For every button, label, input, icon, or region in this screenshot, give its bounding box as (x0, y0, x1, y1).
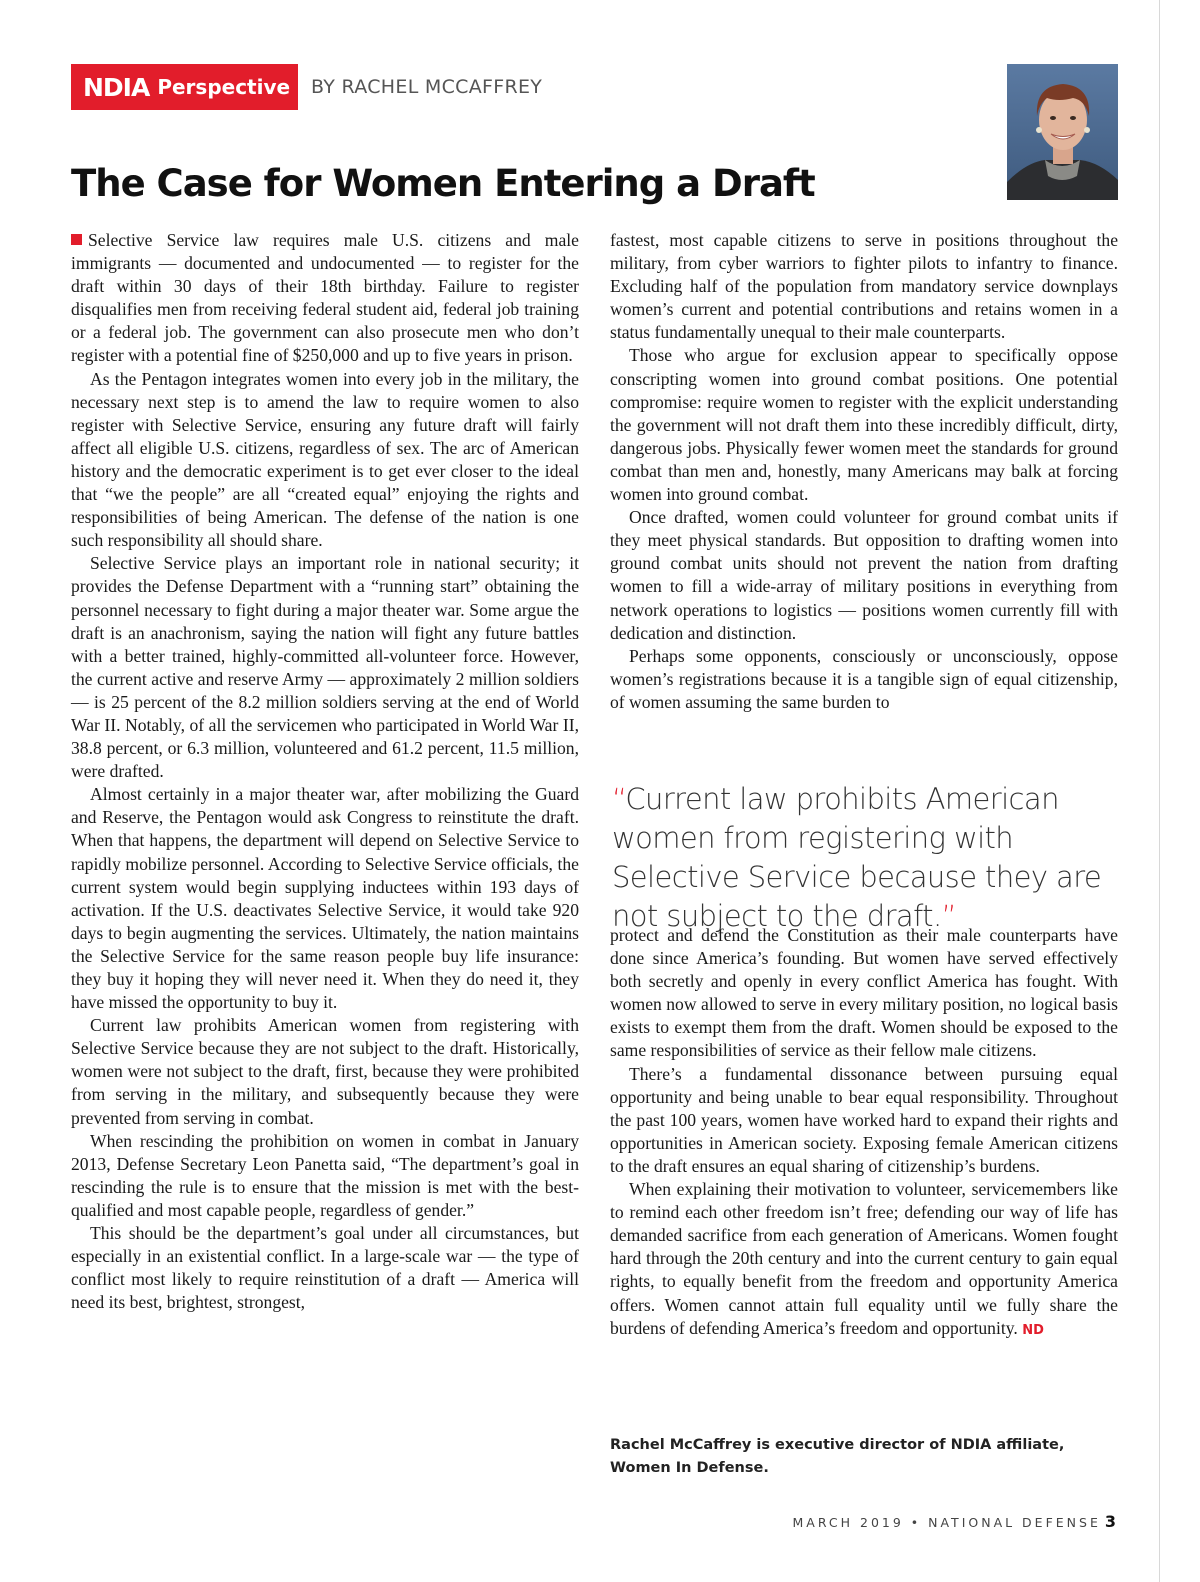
open-quote-mark: “ (612, 782, 626, 816)
paragraph-text: When explaining their motivation to volunteer, servicemembers like to remind each other freedom isn’t free; defending our way of life has demanded sacrifice from each generation of Americans. Women fought hard through the 20th century and into the current century to gain equal rights, to equally benefit from the freedom and opportunity America offers. Women cannot attain full equality until we fully share the burdens of defending America’s freedom and opportunity. (610, 1179, 1118, 1338)
paragraph: Almost certainly in a major theater war, after mobilizing the Guard and Reserve, the Pentagon would ask Congress to reinstitute the draft. When that happens, the department will depend on Selective Service to rapidly mobilize personnel. According to Selective Service officials, the current system would begin supplying inductees within 193 days of activation. If the U.S. deactivates Selective Service, it would take 920 days to begin augmenting the services. Ultimately, the nation maintains the Selective Service for the same reason people buy life insurance: they buy it hoping they will never need it. When they do need it, they have missed the opportunity to buy it. (71, 784, 579, 1013)
byline: BY RACHEL MCCAFFREY (311, 76, 543, 98)
paragraph: There’s a fundamental dissonance between pursuing equal opportunity and being unable to bear equal responsibility. Throughout the past 100 years, women have worked hard to expand their rights and opportunities in American society. Exposing female American citizens to the draft ensures an equal sharing of citizenship’s burdens. (610, 1063, 1118, 1176)
pull-quote (612, 780, 1122, 936)
end-mark: ND (1022, 1322, 1044, 1338)
paragraph: Perhaps some opponents, consciously or unconsciously, oppose women’s registrations because it is a tangible sign of equal citizenship, of women assuming the same burden to (610, 645, 1118, 712)
lead-square-icon (71, 234, 82, 245)
issue-line: MARCH 2019 • NATIONAL DEFENSE (792, 1515, 1101, 1530)
paragraph-continued: protect and defend the Constitution as their male counterparts have done since America’s founding. But women have served effectively both secretly and openly in every conflict America has fought. With women now allowed to serve in every military position, no logical basis exists to exempt them from the draft. Women should be exposed to the same responsibilities of service as their fellow male citizens. (610, 925, 1118, 1061)
paragraph: Current law prohibits American women from registering with Selective Service because they are not subject to the draft. Historically, women were not subject to the draft, first, because they were prohibited from serving in the military, and subsequently because they were prevented from serving in combat. (71, 1015, 579, 1128)
paragraph-final (610, 1178, 1118, 1342)
page-edge-line (1159, 0, 1160, 1582)
paragraph-continued: fastest, most capable citizens to serve in positions throughout the military, from cyber warriors to fighter pilots to infantry to finance. Excluding half of the population from mandatory service downplays women’s current and potential contributions and retains women in a status fundamentally unequal to their male counterparts. (610, 230, 1118, 343)
paragraph-text: Selective Service law requires male U.S. citizens and male immigrants — documented and undocumented — to register for the draft within 30 days of their 18th birthday. Failure to register disqualifies men from receiving federal student aid, federal job training or a federal job. The government can also prosecute men who don’t register with a potential fine of $250,000 and up to five years in prison. (71, 230, 579, 366)
author-portrait-icon (1007, 64, 1118, 200)
right-column-top (610, 229, 1118, 714)
section-badge (71, 64, 298, 110)
left-column (71, 229, 579, 1314)
page-number: 3 (1104, 1512, 1116, 1531)
article-headline: The Case for Women Entering a Draft (71, 162, 815, 205)
paragraph: As the Pentagon integrates women into every job in the military, the necessary next step is to amend the law to require women to also register with Selective Service, ensuring any future draft will fairly affect all eligible U.S. citizens, regardless of sex. The arc of American history and the democratic experiment is to get ever closer to the ideal that “we the people” are all “created equal” enjoying the rights and responsibilities of being American. The defense of the nation is one such responsibility all should share. (71, 368, 579, 551)
author-bio: Rachel McCaffrey is executive director of NDIA affiliate, Women In Defense. (610, 1437, 1065, 1476)
paragraph: This should be the department’s goal under all circumstances, but especially in an existential conflict. In a large-scale war — the type of conflict most likely to require reinstitution of a draft — America will need its best, brightest, strongest, (71, 1223, 579, 1313)
ndia-logo: NDIA (83, 72, 150, 102)
right-column-bottom (610, 924, 1118, 1342)
page-footer (793, 1512, 1117, 1531)
paragraph: Selective Service plays an important role in national security; it provides the Defense Department with a “running start” obtaining the personnel necessary to fight during a major theater war. Some argue the draft is an anachronism, saying the nation will fight any future battles with a better trained, highly-committed all-volunteer force. However, the current active and reserve Army — approximately 2 million soldiers — is 25 percent of the 8.2 million soldiers serving at the end of World War II. Notably, of all the servicemen who participated in World War II, 38.8 percent, or 6.3 million, volunteered and 61.2 percent, 11.5 million, were drafted. (71, 553, 579, 782)
paragraph-lead (71, 229, 579, 368)
pull-quote-text: Current law prohibits American women from registering with Selective Service because they are not subject to the draft. (612, 782, 1102, 933)
close-quote-mark: ” (941, 899, 957, 933)
paragraph: Those who argue for exclusion appear to specifically oppose conscripting women into ground combat positions. One potential compromise: require women to register with the explicit understanding the government will not draft them into these incredibly difficult, dirty, dangerous jobs. Physically fewer women meet the standards for ground combat than men and, honestly, many Americans may balk at forcing women into ground combat. (610, 345, 1118, 505)
section-label: Perspective (157, 75, 291, 99)
paragraph: Once drafted, women could volunteer for ground combat units if they meet physical standards. But opposition to drafting women into ground combat units should not prevent the nation from drafting women to fill a wide-array of military positions in everything from network operations to logistics — positions women currently fill with dedication and distinction. (610, 507, 1118, 643)
paragraph: When rescinding the prohibition on women in combat in January 2013, Defense Secretary Leon Panetta said, “The department’s goal in rescinding the rule is to ensure that the mission is met with the best-qualified and most capable people, regardless of gender.” (71, 1130, 579, 1220)
